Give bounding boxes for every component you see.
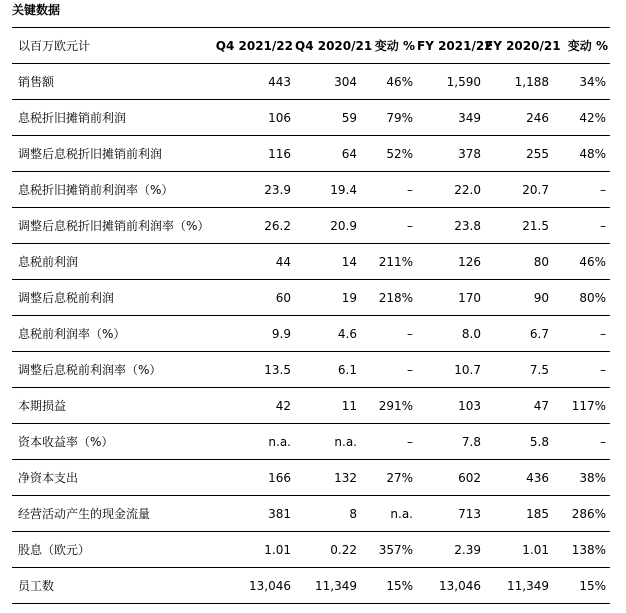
table-row xyxy=(12,496,610,532)
q4-prior-value: 14 xyxy=(295,244,361,280)
row-label: 资本收益率（%） xyxy=(12,424,212,460)
fy-change-value: 138% xyxy=(553,532,610,568)
row-label: 调整后息税前利润率（%） xyxy=(12,352,212,388)
fy-current-value: 602 xyxy=(417,460,485,496)
header-q4-prior: Q4 2020/21 xyxy=(295,28,361,64)
q4-prior-value: 304 xyxy=(295,64,361,100)
table-row xyxy=(12,64,610,100)
q4-prior-value: n.a. xyxy=(295,424,361,460)
table-row xyxy=(12,568,610,604)
fy-change-value: 38% xyxy=(553,460,610,496)
q4-current-value: n.a. xyxy=(212,424,295,460)
fy-prior-value: 47 xyxy=(485,388,553,424)
fy-change-value: 34% xyxy=(553,64,610,100)
fy-change-value: 15% xyxy=(553,568,610,604)
q4-current-value: 166 xyxy=(212,460,295,496)
q4-change-value: 291% xyxy=(361,388,417,424)
fy-current-value: 1,590 xyxy=(417,64,485,100)
fy-change-value: 80% xyxy=(553,280,610,316)
q4-current-value: 13.5 xyxy=(212,352,295,388)
q4-current-value: 42 xyxy=(212,388,295,424)
q4-current-value: 1.01 xyxy=(212,532,295,568)
header-fy-prior: FY 2020/21 xyxy=(485,28,553,64)
q4-change-value: 52% xyxy=(361,136,417,172)
fy-prior-value: 1,188 xyxy=(485,64,553,100)
table-row xyxy=(12,208,610,244)
q4-current-value: 381 xyxy=(212,496,295,532)
q4-prior-value: 8 xyxy=(295,496,361,532)
fy-current-value: 10.7 xyxy=(417,352,485,388)
fy-current-value: 170 xyxy=(417,280,485,316)
q4-change-value: 211% xyxy=(361,244,417,280)
q4-change-value: – xyxy=(361,352,417,388)
fy-current-value: 103 xyxy=(417,388,485,424)
q4-prior-value: 19.4 xyxy=(295,172,361,208)
row-label: 调整后息税折旧摊销前利润 xyxy=(12,136,212,172)
header-q4-change: 变动 % xyxy=(361,28,417,64)
header-unit: 以百万欧元计 xyxy=(12,28,212,64)
row-label: 息税前利润 xyxy=(12,244,212,280)
q4-current-value: 443 xyxy=(212,64,295,100)
table-row xyxy=(12,172,610,208)
q4-prior-value: 0.22 xyxy=(295,532,361,568)
row-label: 息税前利润率（%） xyxy=(12,316,212,352)
q4-change-value: 27% xyxy=(361,460,417,496)
q4-prior-value: 20.9 xyxy=(295,208,361,244)
table-row xyxy=(12,100,610,136)
q4-change-value: 218% xyxy=(361,280,417,316)
fy-change-value: – xyxy=(553,424,610,460)
table-row xyxy=(12,388,610,424)
fy-prior-value: 11,349 xyxy=(485,568,553,604)
table-row xyxy=(12,460,610,496)
fy-prior-value: 1.01 xyxy=(485,532,553,568)
q4-current-value: 13,046 xyxy=(212,568,295,604)
fy-change-value: 46% xyxy=(553,244,610,280)
fy-current-value: 378 xyxy=(417,136,485,172)
page-title: 关键数据 xyxy=(12,3,61,17)
table-row xyxy=(12,424,610,460)
q4-change-value: 79% xyxy=(361,100,417,136)
fy-change-value: – xyxy=(553,316,610,352)
header-fy-change: 变动 % xyxy=(553,28,610,64)
row-label: 本期损益 xyxy=(12,388,212,424)
q4-change-value: – xyxy=(361,424,417,460)
q4-current-value: 116 xyxy=(212,136,295,172)
fy-current-value: 126 xyxy=(417,244,485,280)
table-row xyxy=(12,136,610,172)
fy-prior-value: 80 xyxy=(485,244,553,280)
fy-current-value: 349 xyxy=(417,100,485,136)
key-figures-table xyxy=(12,27,610,604)
table-row xyxy=(12,244,610,280)
q4-change-value: – xyxy=(361,316,417,352)
q4-current-value: 9.9 xyxy=(212,316,295,352)
q4-current-value: 26.2 xyxy=(212,208,295,244)
row-label: 息税折旧摊销前利润率（%） xyxy=(12,172,212,208)
row-label: 销售额 xyxy=(12,64,212,100)
fy-current-value: 8.0 xyxy=(417,316,485,352)
fy-change-value: 42% xyxy=(553,100,610,136)
q4-prior-value: 11 xyxy=(295,388,361,424)
q4-current-value: 60 xyxy=(212,280,295,316)
q4-change-value: 15% xyxy=(361,568,417,604)
fy-prior-value: 5.8 xyxy=(485,424,553,460)
fy-change-value: 48% xyxy=(553,136,610,172)
q4-prior-value: 11,349 xyxy=(295,568,361,604)
q4-change-value: – xyxy=(361,172,417,208)
fy-change-value: – xyxy=(553,172,610,208)
fy-change-value: 117% xyxy=(553,388,610,424)
fy-prior-value: 6.7 xyxy=(485,316,553,352)
q4-prior-value: 64 xyxy=(295,136,361,172)
row-label: 调整后息税折旧摊销前利润率（%） xyxy=(12,208,212,244)
fy-current-value: 13,046 xyxy=(417,568,485,604)
fy-prior-value: 90 xyxy=(485,280,553,316)
table-header-row xyxy=(12,28,610,64)
q4-prior-value: 6.1 xyxy=(295,352,361,388)
table-row xyxy=(12,352,610,388)
fy-current-value: 22.0 xyxy=(417,172,485,208)
fy-current-value: 713 xyxy=(417,496,485,532)
q4-current-value: 23.9 xyxy=(212,172,295,208)
fy-change-value: – xyxy=(553,208,610,244)
row-label: 调整后息税前利润 xyxy=(12,280,212,316)
q4-current-value: 44 xyxy=(212,244,295,280)
fy-current-value: 23.8 xyxy=(417,208,485,244)
fy-prior-value: 185 xyxy=(485,496,553,532)
fy-prior-value: 436 xyxy=(485,460,553,496)
q4-change-value: n.a. xyxy=(361,496,417,532)
header-fy-current: FY 2021/22 xyxy=(417,28,485,64)
fy-prior-value: 20.7 xyxy=(485,172,553,208)
table-row xyxy=(12,280,610,316)
fy-change-value: – xyxy=(553,352,610,388)
header-q4-current: Q4 2021/22 xyxy=(212,28,295,64)
fy-change-value: 286% xyxy=(553,496,610,532)
row-label: 息税折旧摊销前利润 xyxy=(12,100,212,136)
q4-change-value: – xyxy=(361,208,417,244)
row-label: 净资本支出 xyxy=(12,460,212,496)
fy-current-value: 2.39 xyxy=(417,532,485,568)
row-label: 员工数 xyxy=(12,568,212,604)
fy-prior-value: 7.5 xyxy=(485,352,553,388)
q4-prior-value: 59 xyxy=(295,100,361,136)
q4-current-value: 106 xyxy=(212,100,295,136)
q4-prior-value: 19 xyxy=(295,280,361,316)
q4-prior-value: 132 xyxy=(295,460,361,496)
fy-prior-value: 246 xyxy=(485,100,553,136)
fy-current-value: 7.8 xyxy=(417,424,485,460)
table-row xyxy=(12,316,610,352)
q4-change-value: 46% xyxy=(361,64,417,100)
fy-prior-value: 255 xyxy=(485,136,553,172)
q4-change-value: 357% xyxy=(361,532,417,568)
fy-prior-value: 21.5 xyxy=(485,208,553,244)
row-label: 股息（欧元） xyxy=(12,532,212,568)
q4-prior-value: 4.6 xyxy=(295,316,361,352)
table-row xyxy=(12,532,610,568)
row-label: 经营活动产生的现金流量 xyxy=(12,496,212,532)
